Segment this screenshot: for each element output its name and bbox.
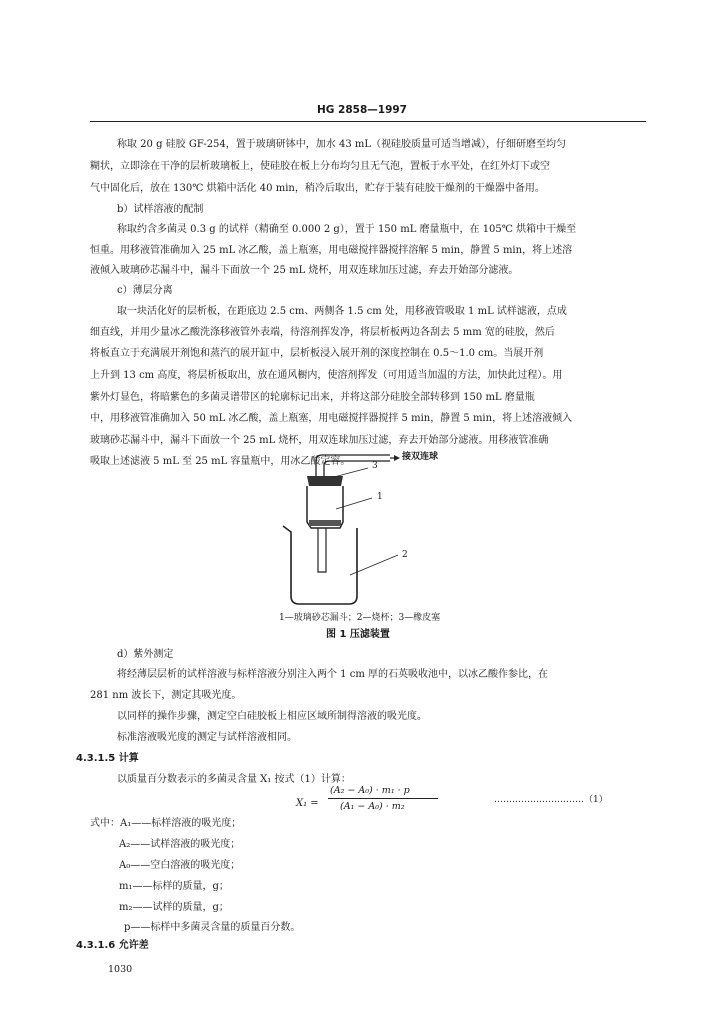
paragraph-line: 上升到 13 cm 高度，将层析板取出，放在通风橱内，使溶剂挥发（可用适当加温的方法，加快此过程）。用: [90, 370, 563, 381]
calc-intro: 以质量百分数表示的多菌灵含量 X₁ 按式（1）计算：: [117, 774, 351, 785]
section-heading-d: d）紫外测定: [117, 649, 174, 660]
paragraph-line: 标准溶液吸光度的测定与试样溶液相同。: [117, 732, 297, 743]
paragraph-line: 玻璃砂芯漏斗中，漏斗下面放一个 25 mL 烧杯，用双连球加压过滤，弃去开始部分滤液。用移液管准确: [90, 435, 549, 446]
paragraph-line: 气中固化后，放在 130℃ 烘箱中活化 40 min，稍冷后取出，贮存于装有硅胶干燥剂的干燥器中备用。: [90, 183, 545, 194]
section-heading-4316: 4.3.1.6 允许差: [76, 940, 149, 951]
where-item: m₂——试样的质量，g；: [119, 902, 229, 913]
rubber-stopper: [307, 476, 343, 486]
paragraph-line: 取一块活化好的层析板，在距底边 2.5 cm、两侧各 1.5 cm 处，用移液管吸取 1 mL 试样滤液，点成: [117, 306, 567, 317]
paragraph-line: 以同样的操作步骤，测定空白硅胶板上相应区域所制得溶液的吸光度。: [117, 711, 427, 722]
figure-legend: 1—玻璃砂芯漏斗；2—烧杯；3—橡皮塞: [279, 613, 441, 623]
figure-num-2: 2: [402, 550, 408, 560]
paragraph-line: 中，用移液管准确加入 50 mL 冰乙酸，盖上瓶塞，用电磁搅拌器搅拌 5 min，静置 5 min，将上述溶液倾入: [90, 413, 573, 424]
tube: [316, 455, 390, 479]
where-intro: 式中：A₁——标样溶液的吸光度；: [90, 818, 242, 829]
formula-lhs: X₁ =: [296, 798, 319, 809]
paragraph-line: 将经薄层层析的试样溶液与标样溶液分别注入两个 1 cm 厚的石英吸收池中，以冰乙酸作参比，在: [117, 669, 548, 680]
leader-1: [336, 498, 372, 509]
beaker: [283, 526, 357, 604]
section-heading-b: b）试样溶液的配制: [117, 204, 204, 215]
section-heading-c: c）薄层分离: [117, 285, 173, 296]
paragraph-line: 281 nm 波长下，测定其吸光度。: [90, 690, 242, 701]
where-item: A₀——空白溶液的吸光度；: [119, 860, 241, 871]
section-heading-4315: 4.3.1.5 计算: [76, 753, 139, 764]
paragraph-line: 液倾入玻璃砂芯漏斗中，漏斗下面放一个 25 mL 烧杯，用双连球加压过滤，弃去开始部分滤液。: [90, 265, 519, 276]
sintered-disk: [309, 520, 341, 526]
figure-label-bellows: 接双连球: [402, 452, 439, 462]
figure-num-3: 3: [372, 461, 378, 471]
paragraph-line: 称取约含多菌灵 0.3 g 的试样（精确至 0.000 2 g），置于 150 mL 磨量瓶中，在 105℃ 烘箱中干燥至: [117, 224, 577, 235]
paragraph-line: 称取 20 g 硅胶 GF-254，置于玻璃研钵中，加水 43 mL（视硅胶质量可适当增减），仔细研磨至均匀: [117, 139, 566, 150]
fraction-bar: [328, 798, 438, 799]
leader-3: [334, 468, 368, 477]
page-number: 1030: [108, 964, 133, 975]
funnel-stem: [318, 528, 326, 572]
paragraph-line: 将板直立于充满展开剂饱和蒸汽的展开缸中，层析板浸入展开剂的深度控制在 0.5～1.0 cm。当展开剂: [90, 348, 544, 359]
paragraph-line: 吸取上述滤液 5 mL 至 25 mL 容量瓶中，用冰乙酸定容。: [90, 456, 351, 467]
formula-numerator: (A₂ − A₀) · m₁ · p: [330, 785, 410, 796]
paragraph-line: 恒重。用移液管准确加入 25 mL 冰乙酸，盖上瓶塞，用电磁搅拌器搅拌溶解 5 min，静置 5 min，将上述溶: [90, 245, 573, 256]
formula-number: …………………………（1）: [494, 795, 608, 805]
arrow-icon: [394, 455, 400, 461]
formula-denominator: (A₁ − A₀) · m₂: [340, 801, 405, 812]
page-header: HG 2858—1997: [316, 104, 407, 116]
figure-caption: 图 1 压滤装置: [326, 629, 390, 640]
where-item: p——标样中多菌灵含量的质量百分数。: [124, 922, 301, 933]
paragraph-line: 紫外灯显色，将暗紫色的多菌灵谱带区的轮廓标记出来，并将这部分硅胶全部转移到 150 mL 磨量瓶: [90, 392, 535, 403]
where-item: m₁——标样的质量，g；: [119, 881, 229, 892]
paragraph-line: 糊状，立即涂在干净的层析玻璃板上，使硅胶在板上分布均匀且无气泡，置板于水平处，在红外灯下或空: [90, 161, 550, 172]
paragraph-line: 细直线，并用少量冰乙酸洗涤移液管外表端，待溶剂挥发净，将层析板两边各刮去 5 mm 宽的硅胶，然后: [90, 327, 555, 338]
where-item: A₂——试样溶液的吸光度；: [119, 839, 241, 850]
figure-num-1: 1: [377, 492, 383, 502]
